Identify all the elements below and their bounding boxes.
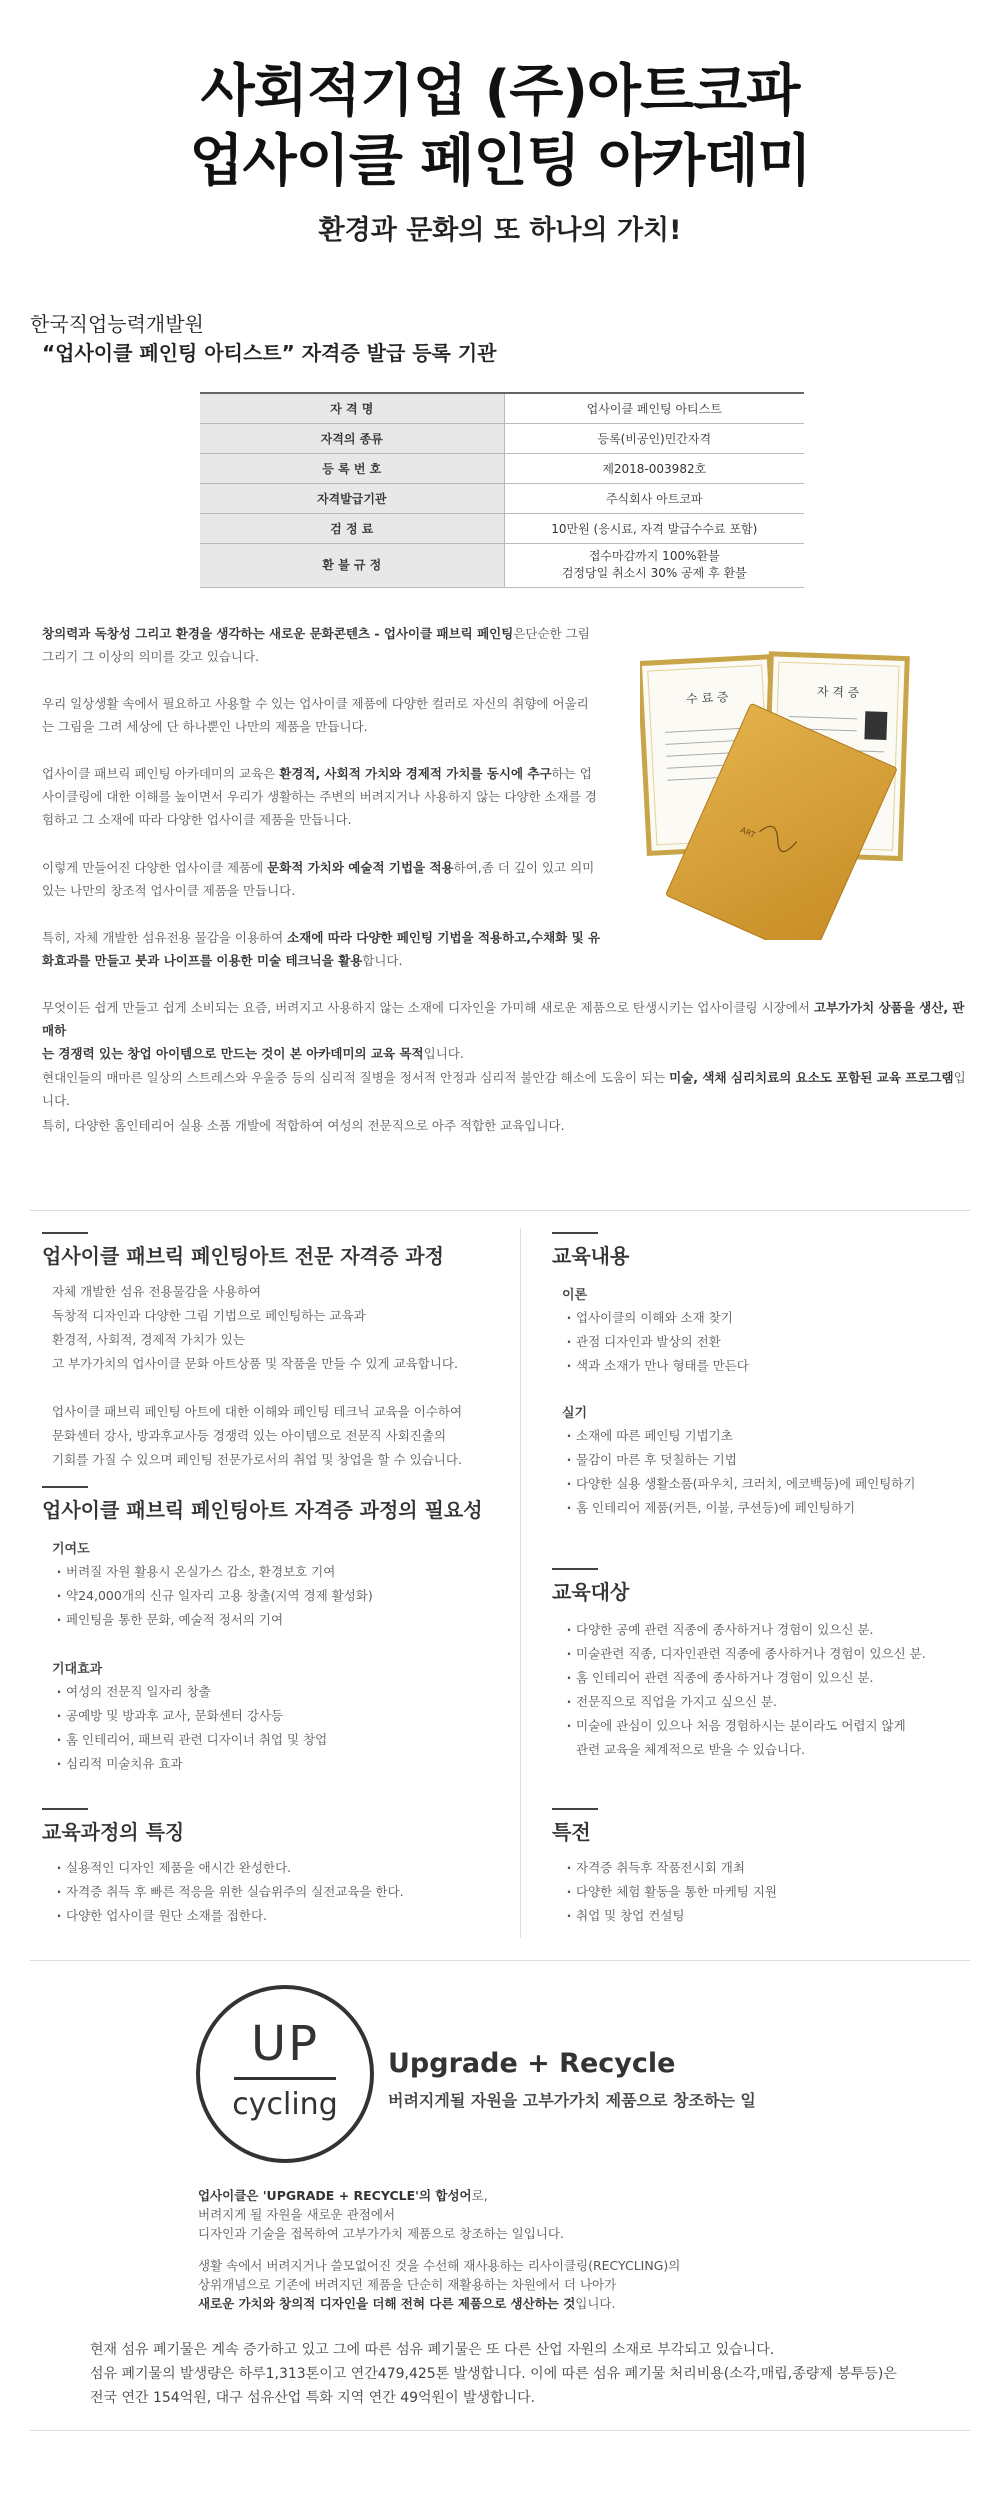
section-title-benefits: 특전 (552, 1820, 591, 1844)
section-accent-line (552, 1232, 598, 1234)
upcycling-explanation: 생활 속에서 버려지거나 쓸모없어진 것을 수선해 재사용하는 리사이클링(RECYCLING)의 상위개념으로 기존에 버려지던 제품을 단순히 재활용하는 차원에서 더 나아가 새로운 가치와 창의적 디자인을 더해 전혀 다른 제품으로 생산하는 것입니다. (198, 2258, 681, 2311)
effects-list (52, 1680, 327, 1776)
textile-waste-paragraph: 현재 섬유 폐기물은 계속 증가하고 있고 그에 따른 섬유 폐기물은 또 다른 산업 자원의 소재로 부각되고 있습니다. 섬유 폐기물의 발생량은 하루1,313톤이고 연간479,425톤 발생합니다. 이에 따른 섬유 폐기물 처리비용(소각,매립,종량제 봉투등)은 전국 연간 154억원, 대구 섬유산업 특화 지역 연간 49억원이 발생합니다. (90, 2342, 897, 2406)
table-row (200, 453, 804, 483)
course-description: 자체 개발한 섬유 전용물감을 사용하여 독창적 디자인과 다양한 그림 기법으로 페인팅하는 교육과 환경적, 사회적, 경제적 가치가 있는 고 부가가치의 업사이클 문화 아트상품 및 작품을 만들 수 있게 교육합니다. (52, 1284, 458, 1371)
intro-paragraph-1: 창의력과 독창성 그리고 환경을 생각하는 새로운 문화콘텐츠 - 업사이클 패브릭 페인팅은단순한 그림 그리기 그 이상의 의미를 갖고 있습니다. (42, 626, 590, 664)
list-item: · 약24,000개의 신규 일자리 고용 창출(지역 경제 활성화) (52, 1584, 373, 1608)
list-item: · 미술에 관심이 있으나 처음 경험하시는 분이라도 어렵지 않게 (562, 1714, 926, 1738)
table-label: 환 불 규 정 (200, 543, 504, 587)
refund-rule-1: 접수마감까지 100%환불 (588, 549, 720, 563)
logo-cycling-text: cycling (232, 2087, 338, 2122)
list-item: · 다양한 공예 관련 직종에 종사하거나 경험이 있으신 분. (562, 1618, 926, 1642)
subheading-expected-effects: 기대효과 (52, 1662, 103, 1677)
section-title-features: 교육과정의 특징 (42, 1820, 185, 1844)
list-item: · 다양한 체험 활동을 통한 마케팅 지원 (562, 1880, 777, 1904)
table-value: 업사이클 페인팅 아티스트 (504, 393, 804, 423)
table-value: 주식회사 아트코파 (504, 483, 804, 513)
page-subtitle: 환경과 문화의 또 하나의 가치! (318, 215, 682, 246)
upcycling-definition: 업사이클은 'UPGRADE + RECYCLE'의 합성어로, 버려지게 될 자원을 새로운 관점에서 디자인과 기술을 접목하여 고부가가치 제품으로 창조하는 일입니다. (198, 2188, 564, 2241)
section-accent-line (42, 1486, 88, 1488)
list-item: · 홈 인테리어 제품(커튼, 이불, 쿠션등)에 페인팅하기 (562, 1496, 915, 1520)
table-row (200, 483, 804, 513)
list-item: · 홈 인테리어 관련 직종에 종사하거나 경험이 있으신 분. (562, 1666, 926, 1690)
list-item: · 취업 및 창업 컨설팅 (562, 1904, 777, 1928)
list-item: · 미술관련 직종, 디자인관련 직종에 종사하거나 경험이 있으신 분. (562, 1642, 926, 1666)
contribution-list (52, 1560, 373, 1632)
certificate-photo (640, 640, 912, 940)
divider (30, 1210, 970, 1211)
target-list-continuation: 관련 교육을 체계적으로 받을 수 있습니다. (576, 1742, 806, 1757)
intro-paragraph-7: 현대인들의 매마른 일상의 스트레스와 우울증 등의 심리적 질병을 정서적 안정과 심리적 불안감 해소에 도움이 되는 미술, 색채 심리치료의 요소도 포함된 교육 프로그램입니다. (42, 1070, 966, 1108)
logo-divider (234, 2077, 336, 2080)
list-item: · 실용적인 디자인 제품을 애시간 완성한다. (52, 1856, 404, 1880)
table-value: 제2018-003982호 (504, 453, 804, 483)
upcycling-subtitle: 버려지게될 자원을 고부가가치 제품으로 창조하는 일 (388, 2091, 756, 2110)
table-label: 검 정 료 (200, 513, 504, 543)
table-row (200, 513, 804, 543)
divider (30, 2430, 970, 2431)
benefits-list (562, 1856, 777, 1928)
intro-paragraph-6: 무엇이든 쉽게 만들고 쉽게 소비되는 요즘, 버려지고 사용하지 않는 소재에 디자인을 가미해 새로운 제품으로 탄생시키는 업사이클링 시장에서 고부가가치 상품을 생산, 판매하 는 경쟁력 있는 창업 아이템으로 만드는 것이 본 아카데미의 교육 목적입니다. (42, 1000, 965, 1061)
section-title-curriculum: 교육내용 (552, 1244, 630, 1268)
table-row (200, 393, 804, 423)
intro-paragraph-4: 이렇게 만들어진 다양한 업사이클 제품에 문화적 가치와 예술적 기법을 적용하여,좀 더 깊이 있고 의미 있는 나만의 창조적 업사이클 제품을 만듭니다. (42, 860, 595, 898)
table-label: 자격발급기관 (200, 483, 504, 513)
table-label: 등 록 번 호 (200, 453, 504, 483)
list-item: · 자격증 취득후 작품전시회 개최 (562, 1856, 777, 1880)
subheading-practice: 실기 (562, 1406, 588, 1421)
practice-list (562, 1424, 915, 1520)
upcycling-logo (196, 1985, 374, 2163)
section-title-course: 업사이클 패브릭 페인팅아트 전문 자격증 과정 (42, 1244, 444, 1268)
section-title-necessity: 업사이클 패브릭 페인팅아트 자격증 과정의 필요성 (42, 1498, 483, 1522)
list-item: · 관점 디자인과 발상의 전환 (562, 1330, 749, 1354)
divider (30, 1960, 970, 1961)
table-value: 등록(비공인)민간자격 (504, 423, 804, 453)
subheading-contribution: 기여도 (52, 1542, 90, 1557)
intro-paragraph-8: 특히, 다양한 홈인테리어 실용 소품 개발에 적합하여 여성의 전문직으로 아주 적합한 교육입니다. (42, 1118, 565, 1133)
column-divider (520, 1228, 521, 1938)
intro-paragraph-3: 업사이클 패브릭 페인팅 아카데미의 교육은 환경적, 사회적 가치와 경제적 가치를 동시에 추구하는 업 사이클링에 대한 이해를 높이면서 우리가 생활하는 주변의 버려지거나 사용하지 않는 다양한 소재를 경 험하고 그 소재에 따라 다양한 업사이클 제품을 만듭니다. (42, 766, 597, 827)
cert-right-title: 자 격 증 (816, 684, 860, 700)
list-item: · 전문직으로 직업을 가지고 싶으신 분. (562, 1690, 926, 1714)
table-row (200, 423, 804, 453)
table-value (504, 543, 804, 587)
features-list (52, 1856, 404, 1928)
list-item: · 버려질 자원 활용시 온실가스 감소, 환경보호 기여 (52, 1560, 373, 1584)
section-title-target: 교육대상 (552, 1580, 630, 1604)
table-row (200, 543, 804, 587)
section-accent-line (42, 1808, 88, 1810)
folder-text: ART (738, 825, 757, 840)
table-label: 자격의 종류 (200, 423, 504, 453)
page-title-line1: 사회적기업 (주)아트코파 (200, 59, 800, 124)
list-item: · 다양한 업사이클 원단 소재를 접한다. (52, 1904, 404, 1928)
course-career-description: 업사이클 패브릭 페인팅 아트에 대한 이해와 페인팅 테크닉 교육을 이수하여 문화센터 강사, 방과후교사등 경쟁력 있는 아이템으로 전문직 사회진출의 기회를 가질 수 있으며 페인팅 전문가로서의 취업 및 창업을 할 수 있습니다. (52, 1404, 463, 1467)
section-accent-line (552, 1568, 598, 1570)
list-item: · 소재에 따른 페인팅 기법기초 (562, 1424, 915, 1448)
table-value: 10만원 (응시료, 자격 발급수수료 포함) (504, 513, 804, 543)
upcycling-title: Upgrade + Recycle (388, 2048, 676, 2079)
list-item: · 자격증 취득 후 빠른 적응을 위한 실습위주의 실전교육을 한다. (52, 1880, 404, 1904)
section-accent-line (42, 1232, 88, 1234)
logo-up-text: UP (250, 2016, 320, 2072)
page-title-line2: 업사이클 페인팅 아카데미 (189, 129, 811, 194)
subheading-theory: 이론 (562, 1288, 588, 1303)
theory-list (562, 1306, 749, 1378)
refund-rule-2: 검정당일 취소시 30% 공제 후 환불 (561, 566, 747, 580)
intro-paragraph-5: 특히, 자체 개발한 섬유전용 물감을 이용하여 소재에 따라 다양한 페인팅 기법을 적용하고,수채화 및 유 화효과를 만들고 붓과 나이프를 이용한 미술 테크닉을 활용합니다. (42, 930, 601, 968)
list-item: · 여성의 전문직 일자리 창출 (52, 1680, 327, 1704)
table-label: 자 격 명 (200, 393, 504, 423)
institution-name: 한국직업능력개발원 (30, 312, 204, 336)
list-item: · 물감이 마른 후 덧칠하는 기법 (562, 1448, 915, 1472)
list-item: · 홈 인테리어, 패브릭 관련 디자이너 취업 및 창업 (52, 1728, 327, 1752)
target-list (562, 1618, 926, 1738)
list-item: · 색과 소재가 만나 형태를 만든다 (562, 1354, 749, 1378)
cert-left-title: 수 료 증 (685, 689, 729, 707)
section-accent-line (552, 1808, 598, 1810)
institution-description: “업사이클 페인팅 아티스트” 자격증 발급 등록 기관 (42, 341, 497, 365)
list-item: · 페인팅을 통한 문화, 예술적 정서의 기여 (52, 1608, 373, 1632)
list-item: · 업사이클의 이해와 소재 찾기 (562, 1306, 749, 1330)
certification-table (200, 392, 804, 588)
list-item: · 다양한 실용 생활소품(파우치, 크러치, 에코백등)에 페인팅하기 (562, 1472, 915, 1496)
list-item: · 공예방 및 방과후 교사, 문화센터 강사등 (52, 1704, 327, 1728)
list-item: · 심리적 미술치유 효과 (52, 1752, 327, 1776)
intro-paragraph-2: 우리 일상생활 속에서 필요하고 사용할 수 있는 업사이클 제품에 다양한 컬러로 자신의 취향에 어울리 는 그림을 그려 세상에 단 하나뿐인 나만의 제품을 만듭니다. (42, 696, 589, 734)
